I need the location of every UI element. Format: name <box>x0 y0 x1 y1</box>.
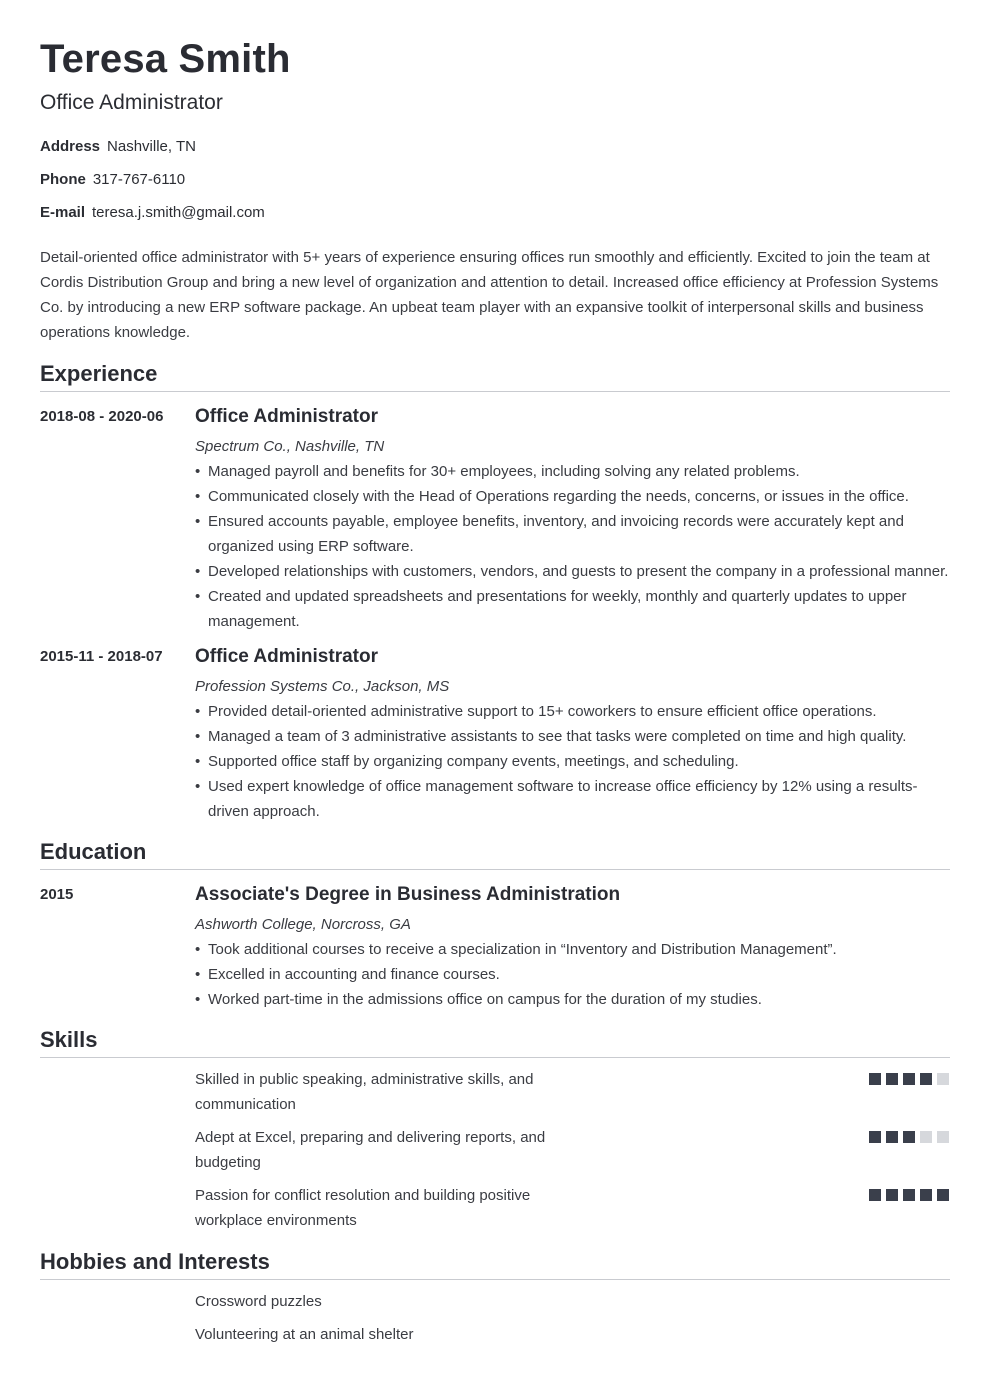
entry-organization: Spectrum Co., Nashville, TN <box>195 438 385 455</box>
rating-square-filled <box>869 1131 881 1143</box>
rating-square-filled <box>869 1073 881 1085</box>
contact-label: Phone <box>40 171 86 188</box>
bullet-item: • Excelled in accounting and finance courses. <box>195 962 950 987</box>
entry-degree: Associate's Degree in Business Administration <box>195 884 621 905</box>
entry-organization: Profession Systems Co., Jackson, MS <box>195 678 450 695</box>
skill-item <box>195 1183 950 1233</box>
candidate-name: Teresa Smith <box>40 37 291 81</box>
bullet-item: • Took additional courses to receive a specialization in “Inventory and Distribution Management”. <box>195 937 950 962</box>
entry-role: Office Administrator <box>195 406 378 427</box>
contact-value: 317-767-6110 <box>92 171 186 188</box>
section-heading: Skills <box>40 1027 98 1052</box>
hobby-item: Volunteering at an animal shelter <box>195 1326 414 1343</box>
entry-body <box>195 645 950 824</box>
skill-item <box>195 1125 950 1175</box>
skill-rating <box>869 1189 949 1201</box>
bullet-item: • Communicated closely with the Head of Operations regarding the needs, concerns, or issues in the office. <box>195 484 950 509</box>
rating-square-filled <box>903 1073 915 1085</box>
entry-role: Office Administrator <box>195 646 378 667</box>
contact-value: Nashville, TN <box>107 138 196 155</box>
entry-date: 2018-08 - 2020-06 <box>40 408 164 425</box>
section-experience <box>40 360 950 392</box>
entry-date: 2015-11 - 2018-07 <box>40 648 163 665</box>
bullet-item: • Ensured accounts payable, employee benefits, inventory, and invoicing records were accurately kept and organized using ERP software. <box>195 509 950 559</box>
entry-date: 2015 <box>40 886 74 903</box>
section-education <box>40 838 950 870</box>
hobby-item: Crossword puzzles <box>195 1293 322 1310</box>
contact-email <box>40 204 265 221</box>
bullet-item: • Provided detail-oriented administrative support to 15+ coworkers to ensure efficient office operations. <box>195 699 950 724</box>
entry-bullets <box>195 459 950 634</box>
contact-value: teresa.j.smith@gmail.com <box>92 204 265 221</box>
rating-square-empty <box>920 1131 932 1143</box>
skill-rating <box>869 1131 949 1143</box>
bullet-item: • Managed payroll and benefits for 30+ employees, including solving any related problems. <box>195 459 950 484</box>
rating-square-filled <box>903 1131 915 1143</box>
rating-square-filled <box>903 1189 915 1201</box>
bullet-item: • Used expert knowledge of office management software to increase office efficiency by 12% using a results-driven approach. <box>195 774 950 824</box>
skill-text: Passion for conflict resolution and building positive workplace environments <box>195 1187 531 1229</box>
skill-text: Adept at Excel, preparing and delivering reports, and budgeting <box>195 1129 546 1171</box>
section-heading: Experience <box>40 361 158 386</box>
entry-bullets <box>195 699 950 824</box>
entry-bullets <box>195 937 950 1012</box>
contact-phone <box>40 171 185 188</box>
skill-item <box>195 1067 950 1117</box>
contact-address <box>40 138 196 155</box>
bullet-item: • Supported office staff by organizing company events, meetings, and scheduling. <box>195 749 950 774</box>
rating-square-filled <box>937 1189 949 1201</box>
contact-label: E-mail <box>40 204 86 221</box>
candidate-title: Office Administrator <box>40 91 223 114</box>
entry-body <box>195 405 950 634</box>
rating-square-filled <box>920 1189 932 1201</box>
rating-square-empty <box>937 1073 949 1085</box>
contact-label: Address <box>40 138 101 155</box>
entry-institution: Ashworth College, Norcross, GA <box>195 916 411 933</box>
rating-square-filled <box>920 1073 932 1085</box>
bullet-item: • Created and updated spreadsheets and presentations for weekly, monthly and quarterly updates to upper management. <box>195 584 950 634</box>
entry-body <box>195 883 950 1012</box>
rating-square-filled <box>886 1189 898 1201</box>
skill-text: Skilled in public speaking, administrative skills, and communication <box>195 1071 534 1113</box>
rating-square-filled <box>869 1189 881 1201</box>
rating-square-filled <box>886 1131 898 1143</box>
bullet-item: • Developed relationships with customers, vendors, and guests to present the company in a professional manner. <box>195 559 950 584</box>
section-heading: Education <box>40 839 147 864</box>
skill-rating <box>869 1073 949 1085</box>
profile-summary: Detail-oriented office administrator with 5+ years of experience ensuring offices run smoothly and efficiently. Excited to join the team at Cordis Distribution Group and bring a new level of organization and attention to detail. Increased office efficiency at Profession Systems Co. by introducing a new ERP software package. An upbeat team player with an expansive toolkit of interpersonal skills and business operations knowledge. <box>40 249 939 341</box>
rating-square-filled <box>886 1073 898 1085</box>
rating-square-empty <box>937 1131 949 1143</box>
section-skills <box>40 1026 950 1058</box>
bullet-item: • Managed a team of 3 administrative assistants to see that tasks were completed on time and high quality. <box>195 724 950 749</box>
bullet-item: • Worked part-time in the admissions office on campus for the duration of my studies. <box>195 987 950 1012</box>
section-hobbies <box>40 1248 950 1280</box>
section-heading: Hobbies and Interests <box>40 1249 270 1274</box>
